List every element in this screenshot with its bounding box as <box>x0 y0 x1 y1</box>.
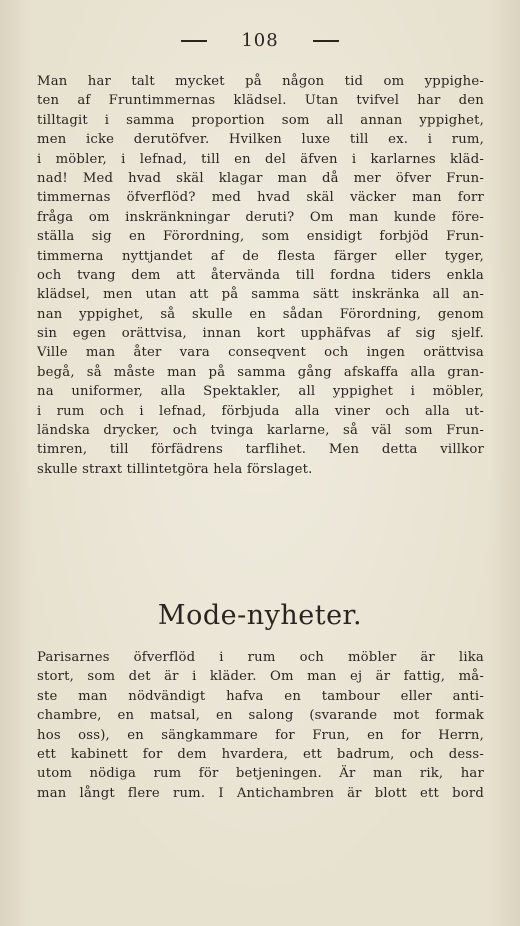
text-line: ten af Fruntimmernas klädsel. Utan tvifvel har den <box>37 93 484 109</box>
text-line: Ville man åter vara conseqvent och ingen orättvisa <box>37 345 484 361</box>
text-line: timren, till förfädrens tarflihet. Men detta villkor <box>37 442 484 458</box>
text-line: i rum och i lefnad, förbjuda alla viner och alla ut- <box>37 403 484 419</box>
text-line: Parisarnes öfverflöd i rum och möbler är lika <box>37 650 484 665</box>
paragraph-fashion-luxury <box>37 72 484 479</box>
text-line: hos oss), en sängkammare for Frun, en for Herrn, <box>37 727 484 743</box>
header-right-dash <box>313 40 339 42</box>
text-line: utom nödiga rum för betjeningen. Är man rik, har <box>37 766 484 782</box>
text-line: begå, så måste man på samma gång afskaffa alla gran- <box>37 364 484 380</box>
text-line: sin egen orättvisa, innan kort upphäfvas af sig sjelf. <box>37 326 484 342</box>
text-line: Man har talt mycket på någon tid om yppighe- <box>37 74 484 89</box>
text-line: men icke derutöfver. Hvilken luxe till ex. i rum, <box>37 132 484 148</box>
section-heading: Mode-nyheter. <box>157 600 363 631</box>
page-number: 108 <box>241 30 279 51</box>
text-line: fråga om inskränkningar deruti? Om man kunde före- <box>37 209 484 225</box>
text-line: ett kabinett for dem hvardera, ett badrum, och dess- <box>37 746 484 762</box>
text-line: i möbler, i lefnad, till en del äfven i karlarnes kläd- <box>37 151 484 167</box>
header-left-dash <box>181 40 207 42</box>
text-line: klädsel, men utan att på samma sätt inskränka all an- <box>37 287 484 303</box>
text-line: stort, som det är i kläder. Om man ej är fattig, må- <box>37 669 484 685</box>
text-line: na uniformer, alla Spektakler, all yppighet i möbler, <box>37 384 484 400</box>
text-line: och tvang dem att återvända till fordna tiders enkla <box>37 267 484 283</box>
text-line: timmerna nyttjandet af de flesta färger eller tyger, <box>37 248 484 264</box>
text-line: ländska drycker, och tvinga karlarne, så väl som Frun- <box>37 423 484 439</box>
text-line: nan yppighet, så skulle en sådan Förordning, genom <box>37 306 484 322</box>
text-line: chambre, en matsal, en salong (svarande mot formak <box>37 708 484 724</box>
text-line: nad! Med hvad skäl klagar man då mer öfver Frun- <box>37 170 484 186</box>
paragraph-mode-nyheter <box>37 648 484 803</box>
text-line: ställa sig en Förordning, som ensidigt forbjöd Frun- <box>37 229 484 245</box>
text-line: man långt flere rum. I Antichambren är blott ett bord <box>37 785 484 801</box>
page-header <box>0 30 520 58</box>
text-line: timmernas öfverflöd? med hvad skäl väcker man forr <box>37 190 484 206</box>
text-line: ste man nödvändigt hafva en tambour eller anti- <box>37 688 484 704</box>
text-line: skulle straxt tillintetgöra hela förslaget. <box>37 461 313 477</box>
text-line: tilltagit i samma proportion som all annan yppighet, <box>37 112 484 128</box>
